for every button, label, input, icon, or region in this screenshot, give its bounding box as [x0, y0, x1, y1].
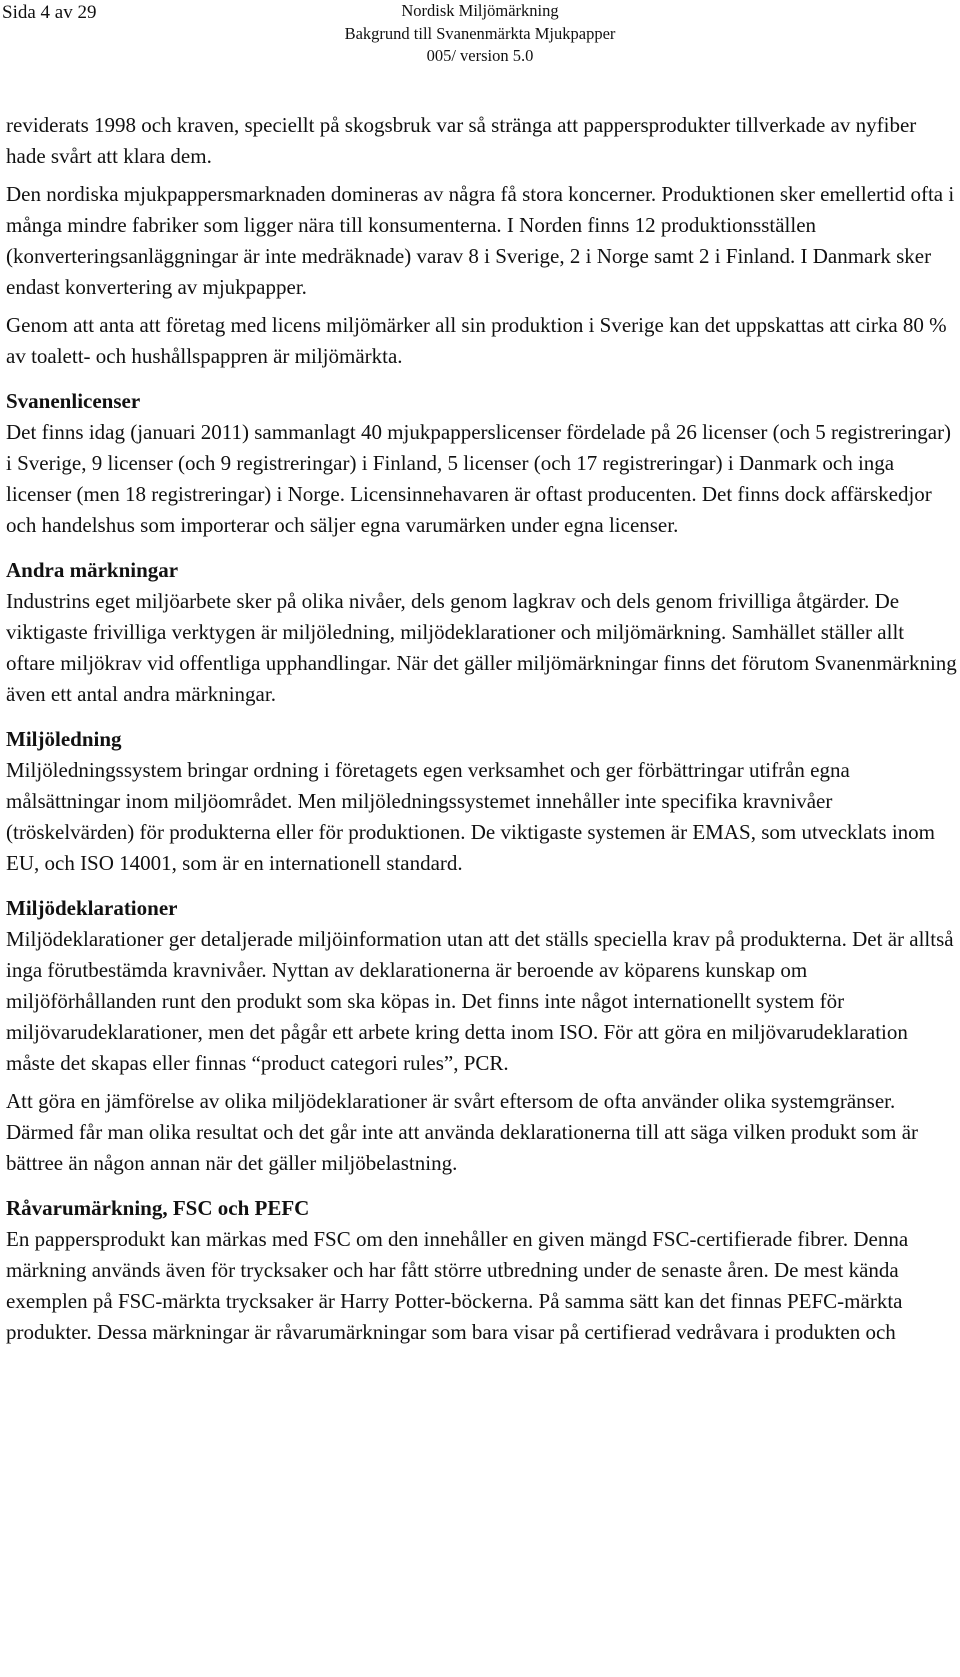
section-miljodeklarationer — [6, 893, 958, 1179]
page-number: Sida 4 av 29 — [2, 2, 97, 23]
section-miljoledning — [6, 724, 958, 879]
paragraph: Den nordiska mjukpappersmarknaden domineras av några få stora koncerner. Produktionen sker emellertid ofta i många mindre fabriker som ligger nära till konsumenterna. I Norden finns 12 produktionsställen (konverteringsanläggningar är inte medräknade) varav 8 i Sverige, 2 i Norge samt 2 i Finland. I Danmark sker endast konvertering av mjukpapper. — [6, 182, 955, 299]
section-svanenlicenser — [6, 386, 958, 541]
paragraph: Industrins eget miljöarbete sker på olika nivåer, dels genom lagkrav och dels genom frivilliga åtgärder. De viktigaste frivilliga verktygen är miljöledning, miljödeklarationer och miljömärkning. Samhället ställer allt oftare miljökrav vid offentliga upphandlingar. När det gäller miljömärkningar finns det förutom Svanenmärkning även ett antal andra märkningar. — [6, 589, 957, 706]
section-heading: Svanenlicenser — [6, 389, 141, 413]
document-version: 005/ version 5.0 — [426, 46, 534, 65]
organization-name: Nordisk Miljömärkning — [401, 1, 559, 20]
header-info — [310, 0, 650, 68]
paragraph: Miljöledningssystem bringar ordning i företagets egen verksamhet och ger förbättringar utifrån egna målsättningar inom miljöområdet. Men miljöledningssystemet innehåller inte specifika kravnivåer (tröskelvärden) för produkterna eller för produktionen. De viktigaste systemen är EMAS, som utvecklats inom EU, och ISO 14001, som är en internationell standard. — [6, 758, 936, 875]
paragraph: Genom att anta att företag med licens miljömärker all sin produktion i Sverige kan det uppskattas att cirka 80 % av toalett- och hushållspappren är miljömärkta. — [6, 313, 947, 368]
paragraph: En pappersprodukt kan märkas med FSC om den innehåller en given mängd FSC-certifierade fibrer. Denna märkning används även för trycksaker och har fått större utbredning under de senaste åren. De mest kända exemplen på FSC-märkta trycksaker är Harry Potter-böckerna. På samma sätt kan det finnas PEFC-märkta produkter. Dessa märkningar är råvarumärkningar som bara visar på certifierad vedråvara i produkten och — [6, 1227, 909, 1344]
section-heading: Råvarumärkning, FSC och PEFC — [6, 1196, 310, 1220]
page-header — [0, 0, 960, 80]
section-heading: Miljödeklarationer — [6, 896, 178, 920]
section-heading: Andra märkningar — [6, 558, 179, 582]
body-text — [6, 110, 958, 1355]
section-ravarumarkning — [6, 1193, 958, 1348]
section-heading: Miljöledning — [6, 727, 122, 751]
paragraph: Miljödeklarationer ger detaljerade miljöinformation utan att det ställs speciella krav på produkterna. Det är alltså inga förutbestämda kravnivåer. Nyttan av deklarationerna är beroende av köparens kunskap om miljöförhållanden runt den produkt som ska köpas in. Det finns inte något internationellt system för miljövarudeklarationer, men det pågår ett arbete kring detta inom ISO. För att göra en miljövarudeklaration måste det skapas eller finnas “product categori rules”, PCR. — [6, 927, 954, 1075]
paragraph: Att göra en jämförelse av olika miljödeklarationer är svårt eftersom de ofta använder olika systemgränser. Därmed får man olika resultat och det går inte att använda deklarationerna till att säga vilken produkt som är bättree än någon annan när det gäller miljöbelastning. — [6, 1089, 919, 1175]
paragraph: reviderats 1998 och kraven, speciellt på skogsbruk var så stränga att pappersprodukter tillverkade av nyfiber hade svårt att klara dem. — [6, 113, 917, 168]
paragraph: Det finns idag (januari 2011) sammanlagt 40 mjukpapperslicenser fördelade på 26 licenser (och 5 registreringar) i Sverige, 9 licenser (och 9 registreringar) i Finland, 5 licenser (och 17 registreringar) i Danmark och inga licenser (men 18 registreringar) i Norge. Licensinnehavaren är oftast producenten. Det finns dock affärskedjor och handelshus som importerar och säljer egna varumärken under egna licenser. — [6, 420, 952, 537]
document-title: Bakgrund till Svanenmärkta Mjukpapper — [344, 23, 616, 43]
section-andra-markningar — [6, 555, 958, 710]
